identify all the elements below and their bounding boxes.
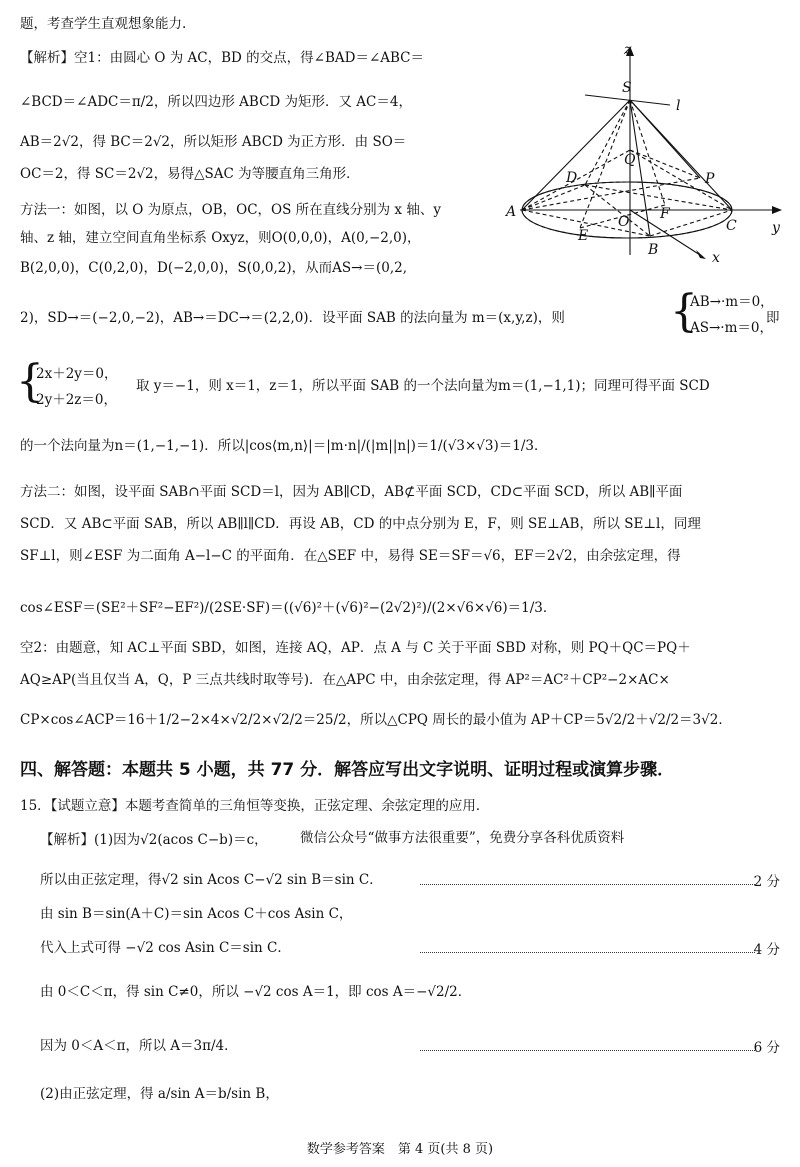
label-E: E [578, 228, 589, 244]
question-intent: 15．【试题立意】本题考查简单的三角恒等变换，正弦定理、余弦定理的应用． [20, 798, 490, 814]
text-line: AQ≥AP(当且仅当 A，Q，P 三点共线时取等号)．在△APC 中，由余弦定理，得 AP²＝AC²＋CP²−2×AC× [20, 672, 670, 688]
label-Q: Q [624, 152, 636, 168]
text-line: 【解析】(1)因为√2(acos C−b)＝c， [40, 832, 268, 848]
wechat-note: 微信公众号“做事方法很重要”，免费分享各科优质资料 [300, 830, 625, 846]
text-line: SF⊥l，则∠ESF 为二面角 A−l−C 的平面角．在△SEF 中，易得 SE＝SF＝√6，EF＝2√2，由余弦定理，得 [20, 548, 681, 564]
text-line: CP×cos∠ACP＝16＋1/2−2×4×√2/2×√2/2＝25/2，所以△CPQ 周长的最小值为 AP＋CP＝5√2/2＋√2/2＝3√2． [20, 712, 732, 728]
brace: { [670, 286, 698, 337]
text-line: 方法二：如图，设平面 SAB∩平面 SCD＝l，因为 AB∥CD，AB⊄平面 SCD，CD⊂平面 SCD，所以 AB∥平面 [20, 484, 683, 500]
text-line: 由 0＜C＜π，得 sin C≠0，所以 −√2 cos A＝1，即 cos A＝−√2/2． [40, 984, 472, 1000]
text-line: cos∠ESF＝(SE²＋SF²−EF²)/(2SE·SF)＝((√6)²＋(√6)²−(2√2)²)/(2×√6×√6)＝1/3． [20, 600, 557, 616]
text-line: 的一个法向量为n＝(1,−1,−1)．所以|cos⟨m,n⟩|＝|m·n|/(|m||n|)＝1/(√3×√3)＝1/3． [20, 438, 548, 454]
label-x: x [712, 250, 720, 266]
score: 2 分 [753, 874, 780, 890]
label-C: C [726, 218, 737, 234]
line-l [585, 95, 670, 105]
text-line: OC＝2，得 SC＝2√2，易得△SAC 为等腰直角三角形． [20, 166, 360, 182]
text-line: 取 y＝−1，则 x＝1，z＝1，所以平面 SAB 的一个法向量为m＝(1,−1,1)；同理可得平面 SCD [136, 378, 710, 394]
text-line: 空2：由题意，知 AC⊥平面 SBD，如图，连接 AQ，AP．点 A 与 C 关于平面 SBD 对称，则 PQ＋QC＝PQ＋ [20, 640, 691, 656]
text-line: 由 sin B＝sin(A＋C)＝sin Acos C＋cos Asin C， [40, 906, 353, 922]
label-S: S [622, 80, 632, 96]
label-l: l [676, 98, 681, 114]
system-eq: AS→·m＝0， [690, 320, 773, 336]
text-line: 方法一：如图，以 O 为原点，OB，OC，OS 所在直线分别为 x 轴、y [20, 202, 441, 218]
text-line: ∠BCD＝∠ADC＝π/2，所以四边形 ABCD 为矩形．又 AC＝4， [20, 94, 412, 110]
text-line: SCD．又 AB⊂平面 SAB，所以 AB∥l∥CD．再设 AB，CD 的中点分别为 E，F，则 SE⊥AB，所以 SE⊥l，同理 [20, 516, 701, 532]
label-O: O [618, 214, 630, 230]
text-line: B(2,0,0)，C(0,2,0)，D(−2,0,0)，S(0,0,2)，从而AS→＝(0,2, [20, 260, 408, 276]
text-line: 【解析】空1：由圆心 O 为 AC，BD 的交点，得∠BAD＝∠ABC＝ [20, 50, 425, 66]
system-eq: AB→·m＝0， [690, 294, 774, 310]
label-y: y [772, 220, 780, 236]
label-A: A [506, 204, 517, 220]
cone-figure [500, 40, 790, 270]
text-line: 2)，SD→＝(−2,0,−2)，AB→＝DC→＝(2,2,0)．设平面 SAB 的法向量为 m＝(x,y,z)，则 [20, 310, 565, 326]
system-eq: 2x＋2y＝0， [36, 366, 118, 382]
label-P: P [705, 171, 715, 187]
section-heading: 四、解答题：本题共 5 小题，共 77 分．解答应写出文字说明、证明过程或演算步骤． [20, 760, 675, 780]
text-line: 题，考查学生直观想象能力. [20, 16, 187, 32]
text-line: 即 [766, 310, 780, 326]
text-line: 所以由正弦定理，得√2 sin Acos C−√2 sin B＝sin C． [40, 872, 383, 888]
system-eq: 2y＋2z＝0， [36, 392, 118, 408]
brace: { [16, 356, 44, 407]
text-line: 代入上式可得 −√2 cos Asin C＝sin C． [40, 940, 291, 956]
text-line: AB＝2√2，得 BC＝2√2，所以矩形 ABCD 为正方形．由 SO＝ [20, 134, 407, 150]
text-line: (2)由正弦定理，得 a/sin A＝b/sin B， [40, 1086, 279, 1102]
score: 4 分 [753, 942, 780, 958]
score-leader [420, 1038, 755, 1051]
label-B: B [648, 242, 659, 258]
label-F: F [660, 206, 670, 222]
score-leader [420, 872, 755, 885]
page-footer: 数学参考答案 第 4 页(共 8 页) [306, 1142, 494, 1157]
label-D: D [566, 170, 578, 186]
score-leader [420, 940, 755, 953]
text-line: 因为 0＜A＜π，所以 A＝3π/4． [40, 1038, 238, 1054]
label-z: z [624, 42, 632, 58]
text-line: 轴、z 轴，建立空间直角坐标系 Oxyz，则O(0,0,0)，A(0,−2,0)， [20, 230, 421, 246]
score: 6 分 [753, 1040, 780, 1056]
